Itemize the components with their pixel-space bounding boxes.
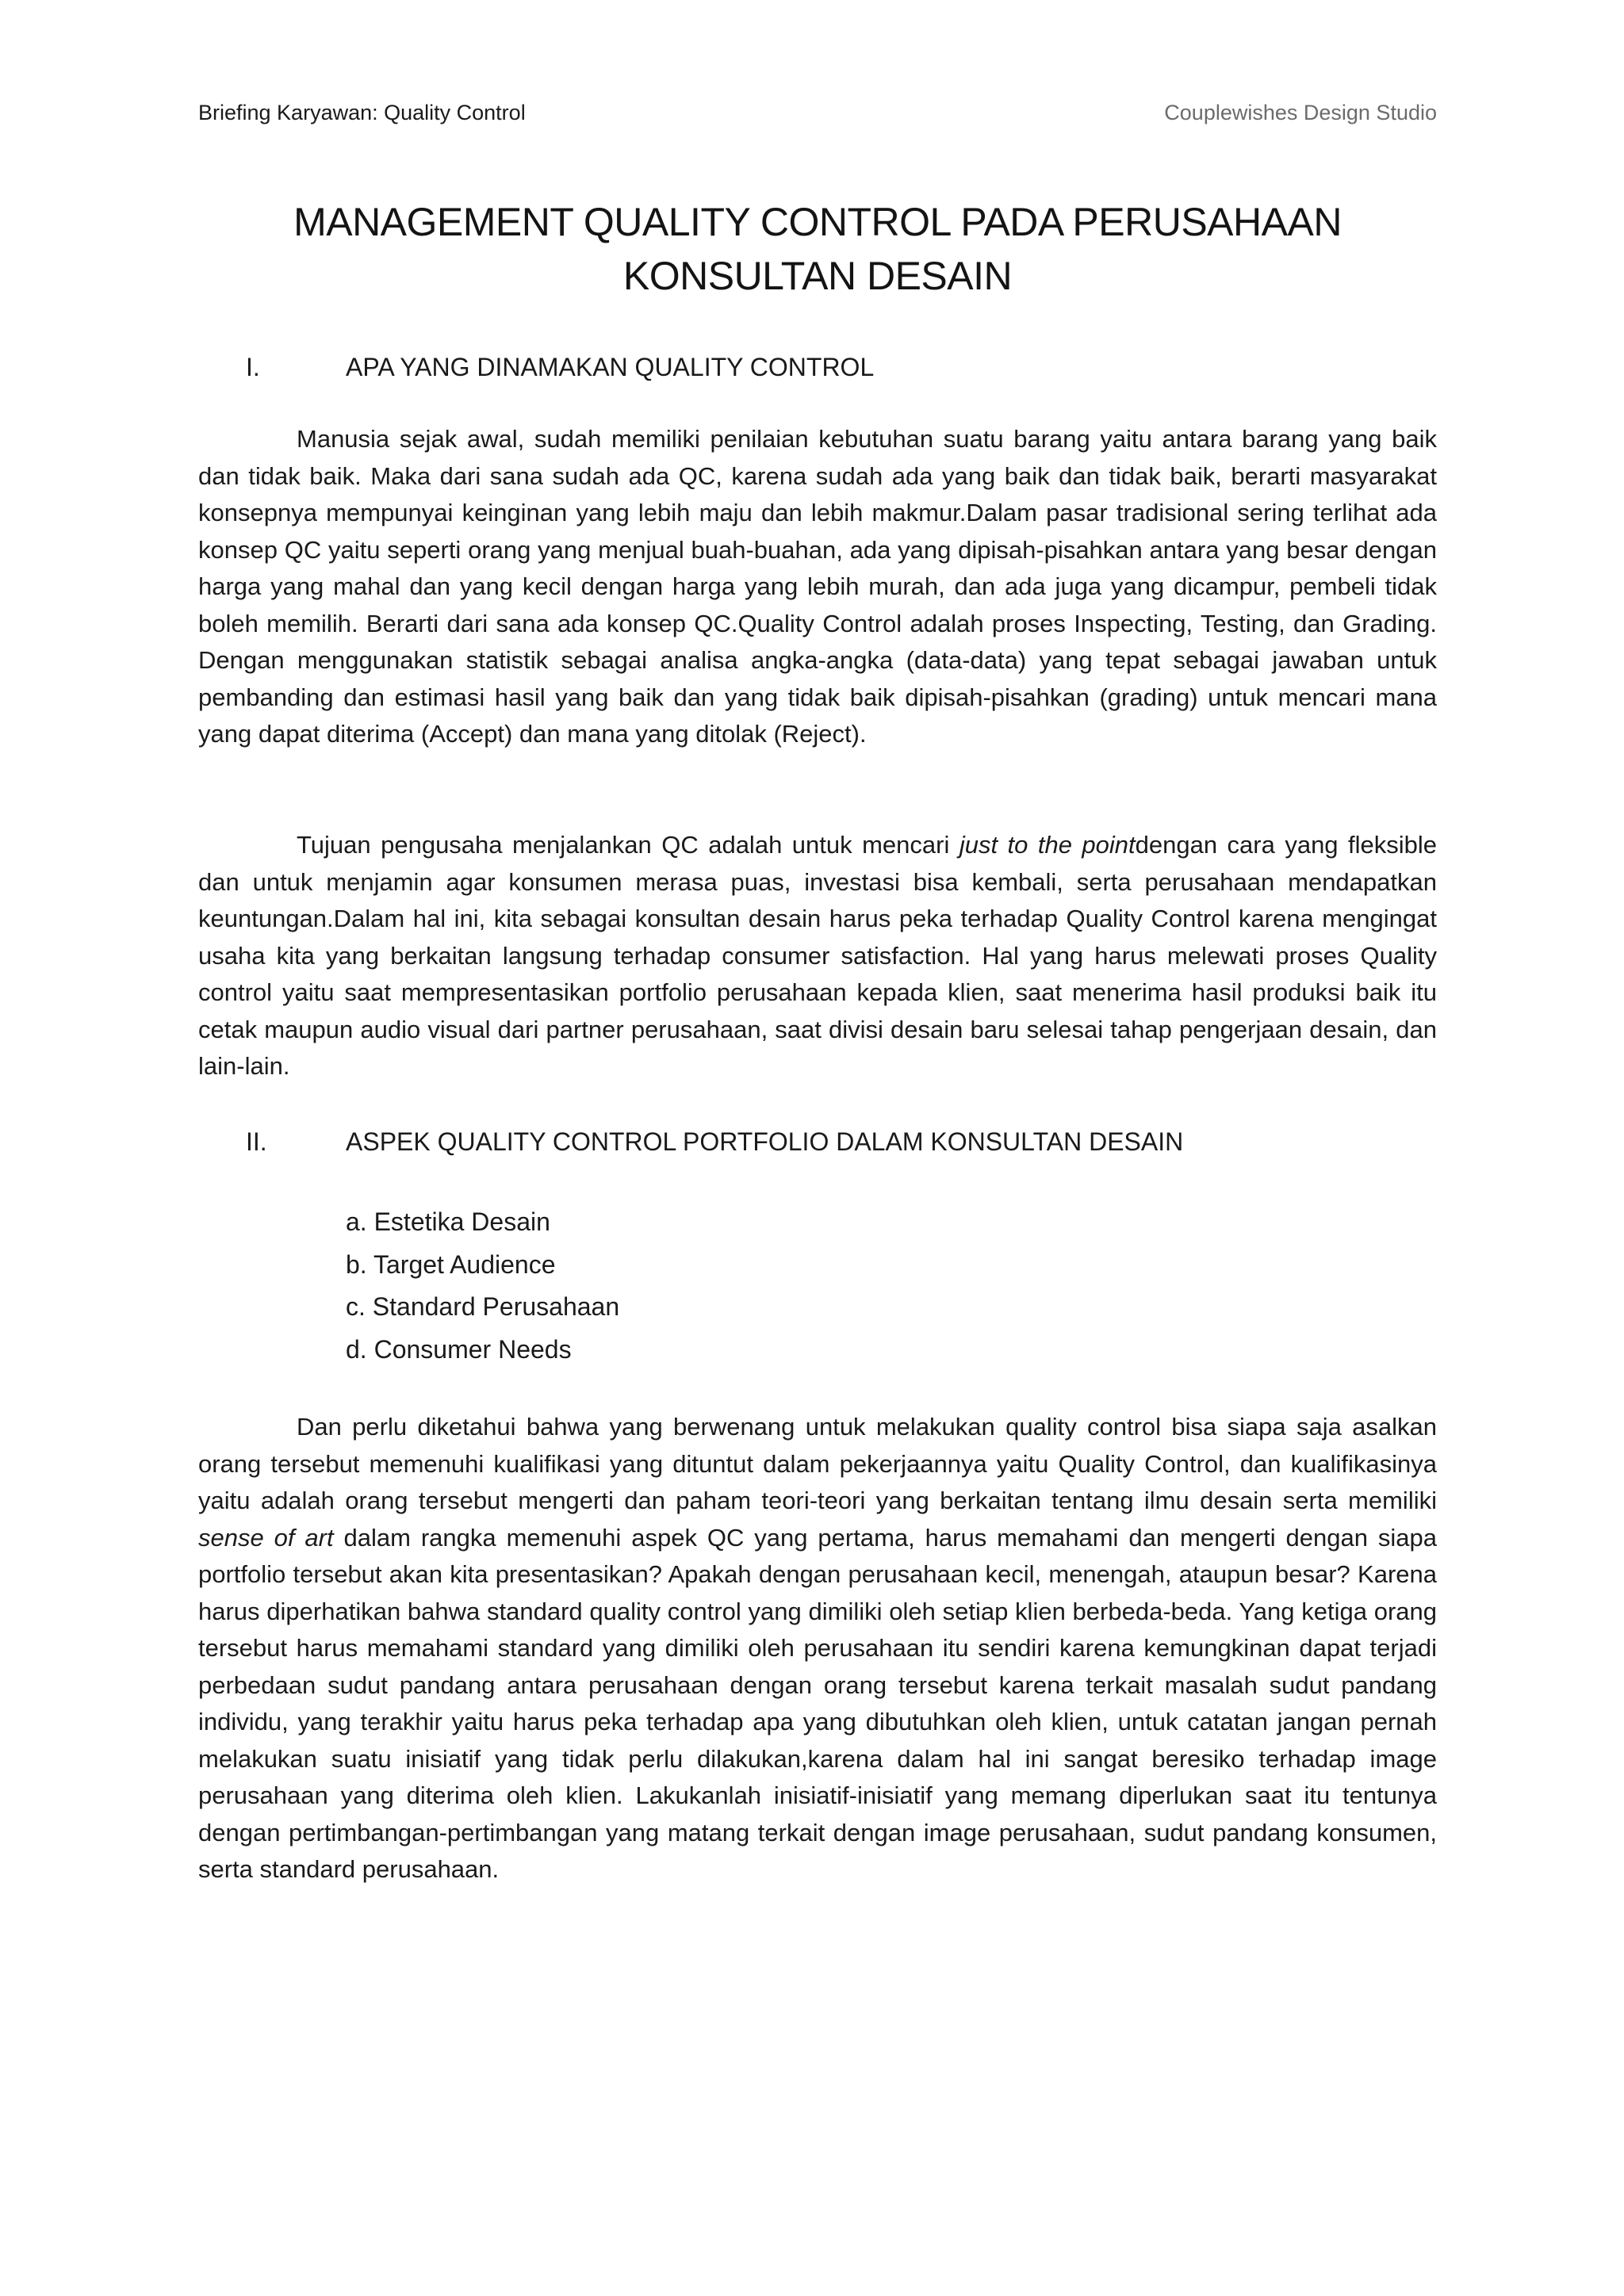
- section-2-title: ASPEK QUALITY CONTROL PORTFOLIO DALAM KONSULTAN DESAIN: [346, 1127, 1184, 1156]
- page-title-line-1: MANAGEMENT QUALITY CONTROL PADA PERUSAHAAN: [293, 200, 1342, 244]
- header-studio-name: Couplewishes Design Studio: [1164, 101, 1437, 124]
- paragraph-2-italic-phrase: just to the point: [959, 831, 1136, 859]
- list-item: b. Target Audience: [346, 1249, 556, 1279]
- paragraph-2-text-start: Tujuan pengusaha menjalankan QC adalah untuk mencari: [297, 831, 959, 859]
- list-item: d. Consumer Needs: [346, 1334, 572, 1364]
- running-header: [198, 98, 1437, 127]
- section-1-numeral: I.: [246, 353, 260, 381]
- section-2-text-start: Dan perlu diketahui bahwa yang berwenang untuk melakukan quality control bisa siapa saja asalkan orang tersebut memenuhi kualifikasi yang dituntut dalam pekerjaannya yaitu Quality Control, dan kualifikasinya yaitu adalah orang tersebut mengerti dan paham teori-teori yang berkaitan tentang ilmu desain serta memiliki: [198, 1413, 1437, 1514]
- page-title: [198, 195, 1437, 303]
- list-item: c. Standard Perusahaan: [346, 1292, 620, 1321]
- list-item: a. Estetika Desain: [346, 1207, 550, 1236]
- page-title-line-2: KONSULTAN DESAIN: [622, 254, 1013, 298]
- section-1-title: APA YANG DINAMAKAN QUALITY CONTROL: [346, 353, 875, 381]
- section-2-paragraph: [198, 1409, 1437, 1888]
- section-2-italic-phrase: sense of art: [198, 1523, 334, 1552]
- section-2-text-end: dalam rangka memenuhi aspek QC yang pertama, harus memahami dan mengerti dengan siapa portfolio tersebut akan kita presentasikan? Apakah dengan perusahaan kecil, menengah, ataupun besar? Karena harus diperhatikan bahwa standard quality control yang dimiliki oleh setiap klien berbeda-beda. Yang ketiga orang tersebut harus memahami standard yang dimiliki oleh perusahaan itu sendiri karena kemungkinan dapat terjadi perbedaan sudut pandang antara perusahaan dengan orang tersebut karena terkait masalah sudut pandang individu, yang terakhir yaitu harus peka terhadap apa yang dibutuhkan oleh klien, untuk catatan jangan pernah melakukan suatu inisiatif yang tidak perlu dilakukan,karena dalam hal ini sangat beresiko terhadap image perusahaan yang diterima oleh klien. Lakukanlah inisiatif-inisiatif yang memang diperlukan saat itu tentunya dengan pertimbangan-pertimbangan yang matang terkait dengan image perusahaan, sudut pandang konsumen, serta standard perusahaan.: [198, 1523, 1438, 1883]
- qc-aspect-list: [346, 1201, 619, 1371]
- paragraph-2-text-end: dengan cara yang fleksible dan untuk menjamin agar konsumen merasa puas, investasi bisa kembali, serta perusahaan mendapatkan keuntungan.Dalam hal ini, kita sebagai konsultan desain harus peka terhadap Quality Control karena mengingat usaha kita yang berkaitan langsung terhadap consumer satisfaction. Hal yang harus melewati proses Quality control yaitu saat mempresentasikan portfolio perusahaan kepada klien, saat menerima hasil produksi baik itu cetak maupun audio visual dari partner perusahaan, saat divisi desain baru selesai tahap pengerjaan desain, dan lain-lain.: [198, 831, 1438, 1080]
- section-2-numeral: II.: [246, 1127, 267, 1156]
- header-document-label: Briefing Karyawan: Quality Control: [198, 101, 526, 124]
- section-1-paragraph-2: [198, 827, 1437, 1085]
- section-1-paragraph-1: Manusia sejak awal, sudah memiliki penilaian kebutuhan suatu barang yaitu antara barang yang baik dan tidak baik. Maka dari sana sudah ada QC, karena sudah ada yang baik dan tidak baik, berarti masyarakat konsepnya mempunyai keinginan yang lebih maju dan lebih makmur.Dalam pasar tradisional sering terlihat ada konsep QC yaitu seperti orang yang menjual buah-buahan, ada yang dipisah-pisahkan antara yang besar dengan harga yang mahal dan yang kecil dengan harga yang lebih murah, dan ada juga yang dicampur, pembeli tidak boleh memilih. Berarti dari sana ada konsep QC.Quality Control adalah proses Inspecting, Testing, dan Grading. Dengan menggunakan statistik sebagai analisa angka-angka (data-data) yang tepat sebagai jawaban untuk pembanding dan estimasi hasil yang baik dan yang tidak baik dipisah-pisahkan (grading) untuk mencari mana yang dapat diterima (Accept) dan mana yang ditolak (Reject).: [198, 425, 1437, 748]
